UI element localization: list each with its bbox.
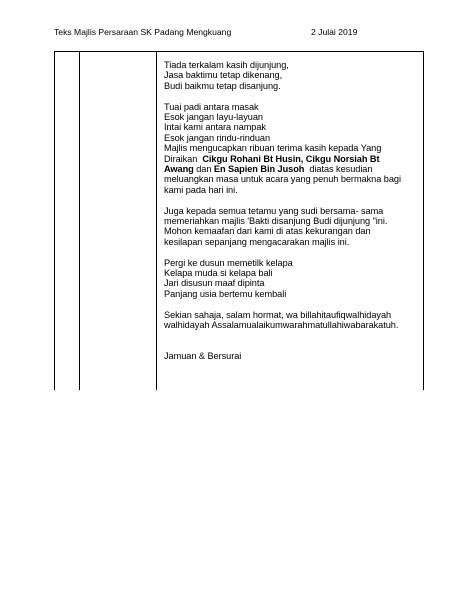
script-content <box>164 60 420 362</box>
paragraph-line <box>164 164 420 174</box>
document-date: 2 Julai 2019 <box>311 27 358 37</box>
honoree-names: Cikgu Rohani Bt Husin, Cikgu Norsiah Bt <box>202 153 380 164</box>
pantun-line: Intai kami antara nampak <box>164 122 266 133</box>
pantun-line: Pergi ke dusun memetilk kelapa <box>164 257 293 268</box>
table-column-divider-2 <box>156 52 157 390</box>
paragraph-text: Diraikan <box>164 153 203 164</box>
final-item: Jamuan & Bersurai <box>164 351 242 362</box>
guests-paragraph <box>164 206 420 248</box>
paragraph-line: Majlis mengucapkan ribuan terima kasih kepada Yang <box>164 143 382 154</box>
second-pantun <box>164 102 420 144</box>
closing-pantun <box>164 258 420 300</box>
honoree-name: En Sapien Bin Jusoh <box>213 164 305 175</box>
paragraph-line: meluangkan masa untuk acara yang penuh bermakna bagi <box>164 174 401 185</box>
paragraph-line: walhidayah Assalamualaikumwarahmatullahiwabarakatuh. <box>164 320 399 331</box>
pantun-line: Jasa baktimu tetap dikenang, <box>164 70 283 81</box>
paragraph-line: Mohon kemaafan dari kami di atas kekurangan dan <box>164 226 371 237</box>
honoree-name: Awang <box>164 164 194 175</box>
pantun-line: Tiada terkalam kasih dijunjung, <box>164 60 289 70</box>
paragraph-line: kami pada hari ini. <box>164 184 238 195</box>
page-header <box>54 25 364 39</box>
document-title: Teks Majlis Persaraan SK Padang Mengkuang <box>54 27 232 37</box>
pantun-line: Tuai padi antara masak <box>164 101 259 112</box>
pantun-line: Panjang usia bertemu kembali <box>164 288 287 299</box>
paragraph-line: Juga kepada semua tetamu yang sudi bersama- sama <box>164 205 384 216</box>
pantun-line: Esok jangan rindu-rinduan <box>164 132 271 143</box>
pantun-line: Jari disusun maaf dipinta <box>164 278 265 289</box>
paragraph-line: memeriahkan majlis 'Bakti disanjung Budi dijunjung "ini. <box>164 216 388 227</box>
opening-pantun <box>164 60 420 91</box>
table-column-divider-1 <box>79 52 80 390</box>
paragraph-line <box>164 154 420 164</box>
paragraph-line: kesilapan sepanjang mengacarakan majlis ini. <box>164 236 350 247</box>
closing-greeting <box>164 310 420 331</box>
paragraph-text: diatas kesudian <box>304 164 373 175</box>
pantun-line: Budi baikmu tetap disanjung. <box>164 80 281 91</box>
paragraph-text: dan <box>193 164 214 175</box>
pantun-line: Kelapa muda si kelapa bali <box>164 268 273 279</box>
pantun-line: Esok jangan layu-layuan <box>164 112 263 123</box>
paragraph-line: Sekian sahaja, salam hormat, wa billahitaufiqwalhidayah <box>164 309 392 320</box>
spacer <box>164 341 420 351</box>
thanks-paragraph <box>164 143 420 195</box>
